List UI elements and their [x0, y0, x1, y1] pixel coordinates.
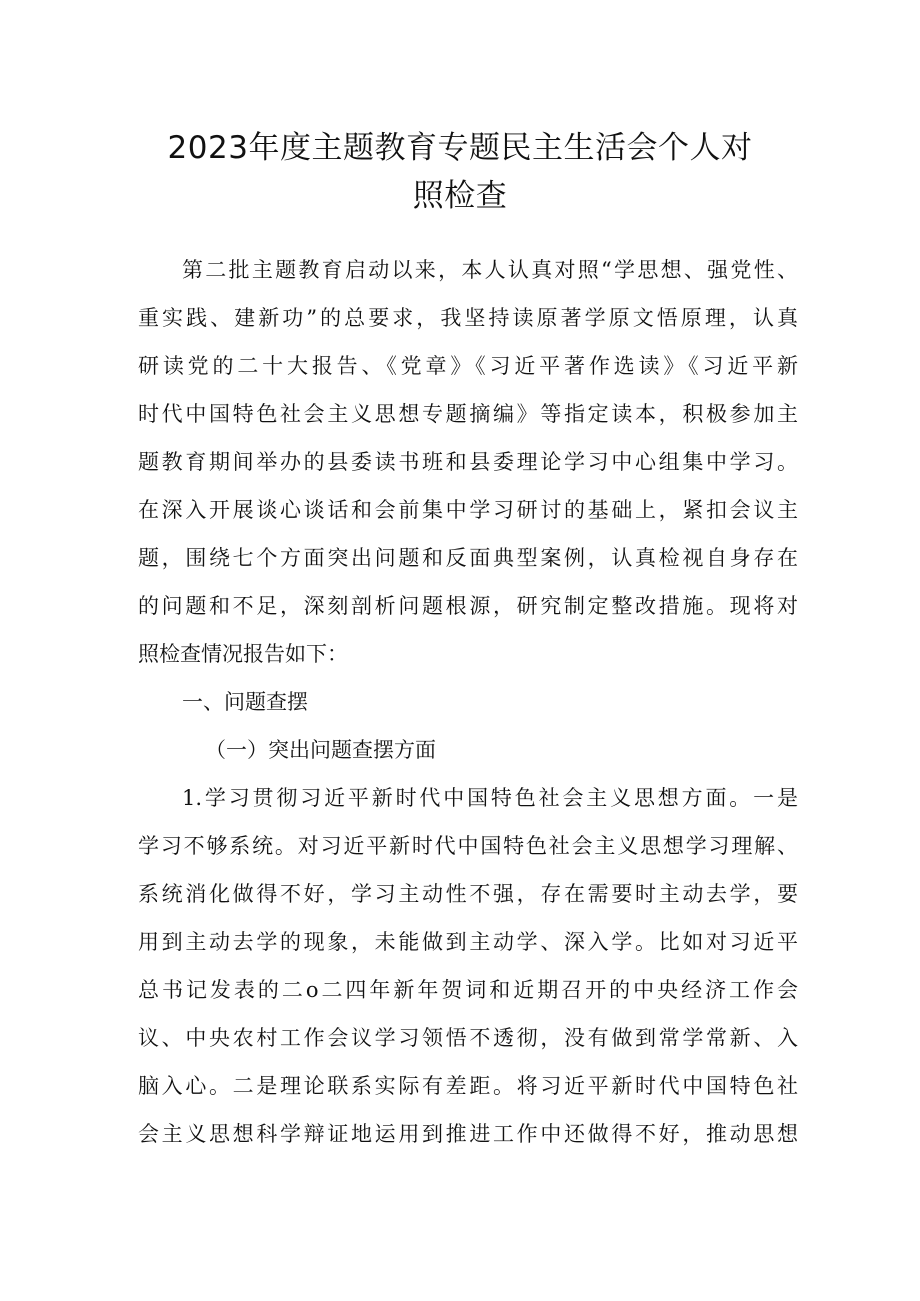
paragraph-line: 1.学习贯彻习近平新时代中国特色社会主义思想方面。一是 [182, 786, 798, 810]
document-title-line-1: 2023年度主题教育专题民主生活会个人对 [167, 130, 753, 166]
paragraph-line: 的问题和不足，深刻剖析问题根源，研究制定整改措施。现将对 [138, 594, 798, 618]
paragraph-line: 议、中央农村工作会议学习领悟不透彻，没有做到常学常新、入 [138, 1026, 798, 1050]
paragraph-line: 时代中国特色社会主义思想专题摘编》等指定读本，积极参加主 [138, 402, 798, 426]
paragraph-line: 题教育期间举办的县委读书班和县委理论学习中心组集中学习。 [138, 450, 798, 474]
paragraph-line: 系统消化做得不好，学习主动性不强，存在需要时主动去学，要 [138, 882, 798, 906]
document-title-line-2: 照检查 [412, 178, 508, 214]
paragraph-line: 脑入心。二是理论联系实际有差距。将习近平新时代中国特色社 [138, 1074, 798, 1098]
paragraph-line: 在深入开展谈心谈话和会前集中学习研讨的基础上，紧扣会议主 [138, 498, 798, 522]
paragraph-line: 总书记发表的二o二四年新年贺词和近期召开的中央经济工作会 [138, 978, 798, 1002]
paragraph-line: 题，围绕七个方面突出问题和反面典型案例，认真检视自身存在 [138, 546, 798, 570]
section-heading: 一、问题查摆 [182, 690, 308, 714]
paragraph-line: 会主义思想科学辩证地运用到推进工作中还做得不好，推动思想 [138, 1122, 798, 1146]
paragraph-line: 重实践、建新功”的总要求，我坚持读原著学原文悟原理，认真 [138, 306, 798, 330]
paragraph-line: 用到主动去学的现象，未能做到主动学、深入学。比如对习近平 [138, 930, 798, 954]
paragraph-line: 照检查情况报告如下： [138, 642, 348, 666]
subsection-heading: （一）突出问题查摆方面 [205, 738, 436, 762]
paragraph-line: 学习不够系统。对习近平新时代中国特色社会主义思想学习理解、 [138, 834, 798, 858]
paragraph-line: 第二批主题教育启动以来，本人认真对照“学思想、强党性、 [182, 258, 798, 282]
paragraph-line: 研读党的二十大报告、《党章》《习近平著作选读》《习近平新 [138, 354, 798, 378]
